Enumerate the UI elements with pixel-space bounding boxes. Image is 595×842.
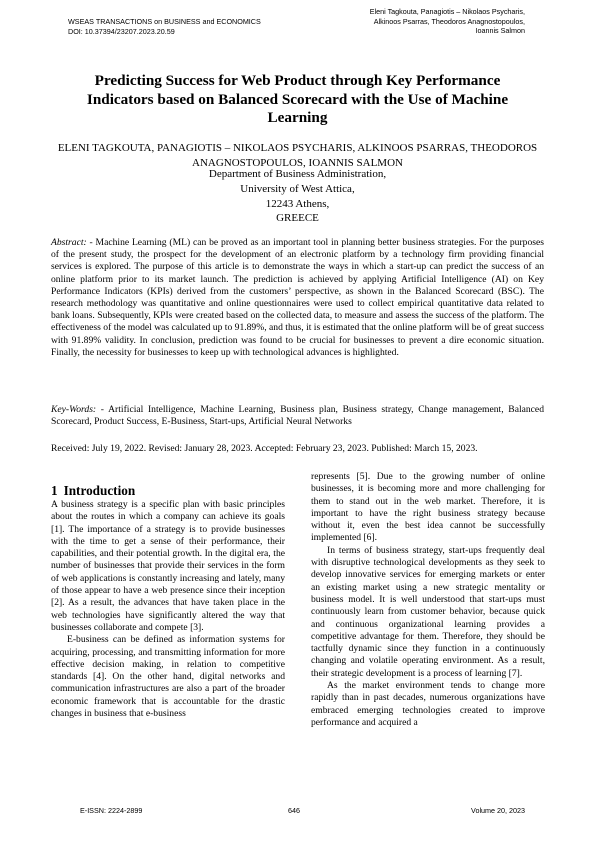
running-authors [370,7,525,36]
running-authors-line: Alkinoos Psarras, Theodoros Anagnostopoulos, [373,16,525,26]
author-list: ELENI TAGKOUTA, PANAGIOTIS – NIKOLAOS PSYCHARIS, ALKINOOS PSARRAS, THEODOROS ANAGNOSTOPOULOS, IOANNIS SALMON [57,142,538,169]
running-authors-line: Eleni Tagkouta, Panagiotis – Nikolaos Psycharis, [369,7,525,16]
journal-name: WSEAS TRANSACTIONS on BUSINESS and ECONOMICS [68,17,261,26]
running-authors-line: Ioannis Salmon [475,26,525,35]
paragraph: A business strategy is a specific plan with basic principles about the routes in which a company can achieve its goals [1]. The importance of a strategy is to provide businesses with the time to get a sense of their performance, their capabilities, and their potential growth. In the digital era, the number of businesses that provide their services in the form of web applications is constantly increasing and lately, many of those appear to have a web presence since their inception [2]. As a result, the advances that have taken place in the web technologies have significantly altered the way that businesses collaborate and compete [3]. [51,499,285,633]
right-column [311,471,545,729]
publication-dates: Received: July 19, 2022. Revised: January 28, 2023. Accepted: February 23, 2023. Published: March 15, 2023. [51,443,478,454]
abstract-label: Abstract: [51,237,87,248]
affiliation-line: GREECE [276,212,319,225]
issn: E-ISSN: 2224-2899 [80,806,143,815]
affiliation-line: 12243 Athens, [265,197,330,210]
page-number: 646 [288,806,300,815]
keywords-label: Key-Words: [51,404,97,415]
paragraph: As the market environment tends to change more rapidly than in past decades, numerous organizations have embraced emerging technologies created to improve performance and acquired a [311,680,545,728]
section-title: Introduction [63,483,136,498]
paragraph: In terms of business strategy, start-ups frequently deal with disruptive technological developments as they seek to develop innovative services for emerging markets or enter an existing market using a new strategic mentality or business model. It is well understood that start-ups must continuously learn from customer behavior, because quick and continuous organizational learning provides a competitive advantage for them. Therefore, they should be tactfully dynamic since they function in a continuously changing and volatile operating environment. As a result, their strategic development is a process of learning [7]. [311,544,545,679]
abstract [51,237,544,359]
affiliation-line: Department of Business Administration, [208,168,387,180]
left-column [51,483,285,720]
doi[interactable]: DOI: 10.37394/23207.2023.20.59 [68,26,175,36]
abstract-text: - Machine Learning (ML) can be proved as an important tool in planning better business strategies. For the purposes of the present study, the prospect for the development of an electronic platform by a technology firm providing financial services is explored. The purpose of this article is to demonstrate the ways in which a start-up can predict the success of an online platform prior to its market launch. The prediction is achieved by applying Artificial Intelligence (AI) on Key Performance Indicators (KPIs) derived from the customers’ perspective, as shown in the Balanced Scorecard (BSC). The research methodology was quantitative and online questionnaires were used to collect empirical quantitative data related to bank loans. Subsequently, KPIs were created based on the collected data, to measure and assess the success of the platform. The effectiveness of the model was calculated up to 91.89%, and thus, it is estimated that the online platform will be of great success with 91.89% validity. In conclusion, prediction was found to be crucial for businesses to prevent a dire economic situation. Finally, the necessity for businesses to keep up with technological advances is highlighted. [51,237,544,358]
journal-header [68,17,261,36]
affiliation-line: University of West Attica, [240,182,355,195]
affiliation [50,167,545,226]
paragraph: represents [5]. Due to the growing number of online businesses, it is becoming more and more challenging for them to stand out in the web market. Therefore, it is important to have the right business strategy because without it, even the best idea cannot be successfully implemented [6]. [311,471,545,544]
volume: Volume 20, 2023 [471,806,525,815]
paragraph: E-business can be defined as information systems for acquiring, processing, and transmitting information for more effective decision making, in relation to competitive standards [4]. On the other hand, digital networks and communication infrastructures are also a part of the broader economic framework that is accountable for the drastic changes in business that e-business [51,634,285,720]
keywords-text: - Artificial Intelligence, Machine Learning, Business plan, Business strategy, Change management, Balanced Scorecard, Product Success, E-Business, Start-ups, Artificial Neural Networks [51,404,544,428]
section-heading [51,483,285,499]
keywords [51,404,544,428]
paper-title: Predicting Success for Web Product through Key Performance Indicators based on Balanced Scorecard with the Use of Machine Learning [86,72,509,126]
section-number: 1 [51,483,58,498]
